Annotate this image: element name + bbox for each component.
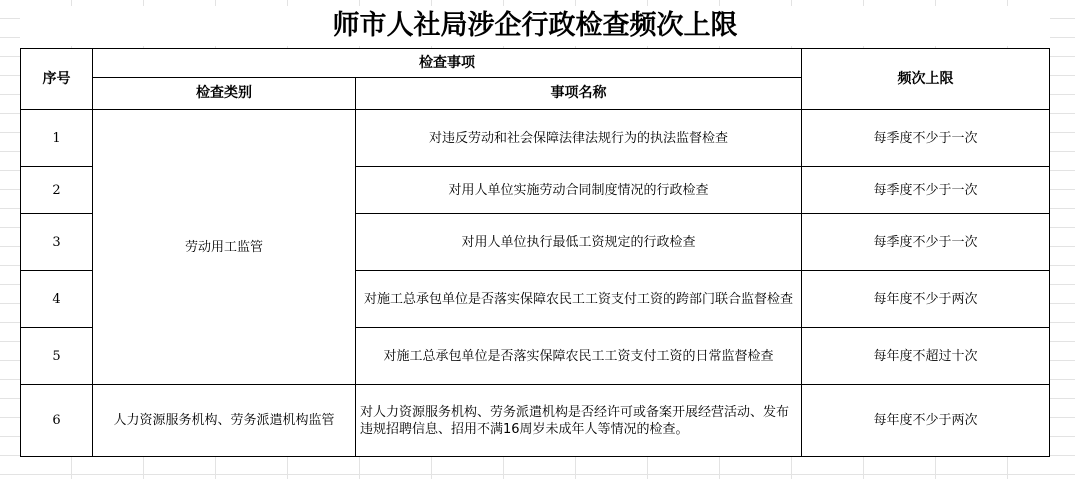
header-seq[interactable]: 序号	[21, 49, 93, 110]
header-freq[interactable]: 频次上限	[802, 49, 1050, 110]
row-frequency[interactable]: 每季度不少于一次	[802, 110, 1050, 167]
row-frequency[interactable]: 每年度不超过十次	[802, 328, 1050, 385]
header-row-1	[21, 49, 1050, 78]
header-items[interactable]: 检查事项	[93, 49, 802, 78]
row-item-name[interactable]: 对用人单位实施劳动合同制度情况的行政检查	[356, 167, 802, 214]
row-frequency[interactable]: 每年度不少于两次	[802, 385, 1050, 457]
category-labor[interactable]: 劳动用工监管	[93, 110, 356, 385]
row-seq[interactable]: 2	[21, 167, 93, 214]
row-item-name[interactable]: 对违反劳动和社会保障法律法规行为的执法监督检查	[356, 110, 802, 167]
row-frequency[interactable]: 每季度不少于一次	[802, 167, 1050, 214]
row-item-name[interactable]: 对施工总承包单位是否落实保障农民工工资支付工资的日常监督检查	[356, 328, 802, 385]
table-row	[21, 385, 1050, 457]
row-frequency[interactable]: 每季度不少于一次	[802, 214, 1050, 271]
row-frequency[interactable]: 每年度不少于两次	[802, 271, 1050, 328]
header-category[interactable]: 检查类别	[93, 78, 356, 110]
row-seq[interactable]: 3	[21, 214, 93, 271]
header-name[interactable]: 事项名称	[356, 78, 802, 110]
inspection-table	[20, 48, 1050, 457]
row-seq[interactable]: 4	[21, 271, 93, 328]
row-item-name[interactable]: 对人力资源服务机构、劳务派遣机构是否经许可或备案开展经营活动、发布违规招聘信息、招用不满16周岁未成年人等情况的检查。	[356, 385, 802, 457]
table-row	[21, 110, 1050, 167]
row-item-name[interactable]: 对用人单位执行最低工资规定的行政检查	[356, 214, 802, 271]
category-hr[interactable]: 人力资源服务机构、劳务派遣机构监管	[93, 385, 356, 457]
row-item-name[interactable]: 对施工总承包单位是否落实保障农民工工资支付工资的跨部门联合监督检查	[356, 271, 802, 328]
row-seq[interactable]: 5	[21, 328, 93, 385]
row-seq[interactable]: 1	[21, 110, 93, 167]
page-title: 师市人社局涉企行政检查频次上限	[20, 6, 1050, 46]
row-seq[interactable]: 6	[21, 385, 93, 457]
